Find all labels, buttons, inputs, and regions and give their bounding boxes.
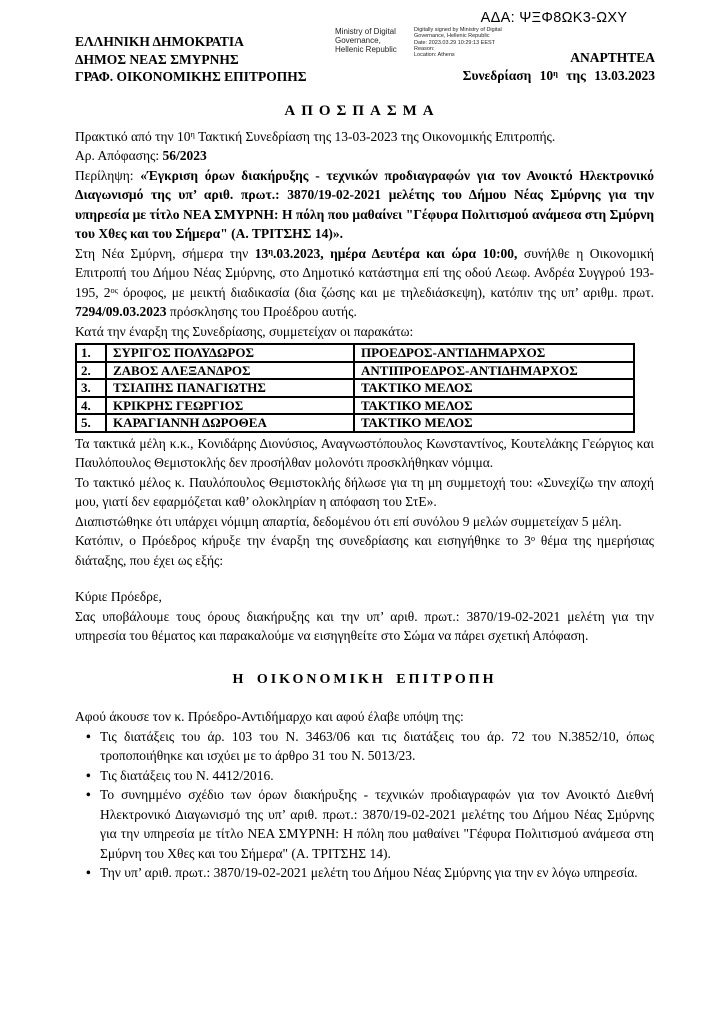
stamp-signed-by: Digitally signed by Ministry of Digital Governance, Hellenic Republic [414, 27, 502, 40]
committee-heading: Η ΟΙΚΟΝΟΜΙΚΗ ΕΠΙΤΡΟΠΗ [232, 671, 497, 687]
table-row [76, 379, 634, 397]
table-cell: ΚΑΡΑΓΙΑΝΝΗ ΔΩΡΟΘΕΑ [106, 414, 354, 432]
document-body [0, 127, 724, 883]
table-cell: 4. [76, 397, 106, 415]
paragraph-absent-members: Τα τακτικά μέλη κ.κ., Κονιδάρης Διονύσιος, Αναγνωστόπουλος Κωνσταντίνος, Κουτελάκης Γεώργιος και Παυλόπουλος Θεμιστοκλής δεν προσήλθαν μολονότι προσκλήθηκαν νόμιμα. [75, 435, 654, 470]
table-row [76, 344, 634, 362]
attendance-table [75, 343, 635, 433]
paragraph-quorum: Διαπιστώθηκε ότι υπάρχει νόμιμη απαρτία, δεδομένου ότι επί συνόλου 9 μελών συμμετείχαν 5 μέλη. [75, 513, 622, 529]
table-cell: 2. [76, 362, 106, 380]
paragraph-minutes: Πρακτικό από την $10^\eta$ Τακτική Συνεδρίαση της 13-03-2023 της Οικονομικής Επιτροπής. [75, 128, 556, 144]
table-cell: ΠΡΟΕΔΡΟΣ-ΑΝΤΙΔΗΜΑΡΧΟΣ [354, 344, 634, 362]
table-cell: 1. [76, 344, 106, 362]
list-item: • Το συνημμένο σχέδιο των όρων διακήρυξης - τεχνικών προδιαγραφών για τον Ανοικτό Διεθνή Ηλεκτρονικό Διαγωνισμό της υπ’ αριθ. πρωτ.: 3870/19-02-2021 μελέτης του Δήμου Νέας Σμύρνης για την υπηρεσία με τίτλο ΝΕΑ ΣΜΥΡΝΗ: Η πόλη που μαθαίνει "Γέφυρα Πολιτισμού ανάμεσα στη Σμύρνη του Χθες και του Σήμερα" (Α. ΤΡΙΤΣΗΣ 14). [75, 785, 654, 863]
issuing-authority [75, 33, 307, 86]
table-cell: ΑΝΤΙΠΡΟΕΔΡΟΣ-ΑΝΤΙΔΗΜΑΡΧΟΣ [354, 362, 634, 380]
table-row [76, 397, 634, 415]
stamp-location: Location: Athens [414, 52, 455, 59]
session-line: Συνεδρίαση $10^\eta$ της 13.03.2023 [462, 68, 655, 83]
paragraph-decision-number: Αρ. Απόφασης: 56/2023 [75, 148, 207, 163]
paragraph-submission: Σας υποβάλουμε τους όρους διακήρυξης και την υπ’ αριθ. πρωτ.: 3870/19-02-2021 μελέτη για την υπηρεσία του θέματος και παρακαλούμε να εισηγηθείτε στο Σώμα να πάρει σχετική Απόφαση. [75, 608, 654, 643]
table-cell: ΤΣΙΑΠΗΣ ΠΑΝΑΓΙΩΤΗΣ [106, 379, 354, 397]
list-item: • Τις διατάξεις του Ν. 4412/2016. [75, 766, 654, 786]
paragraph-salutation: Κύριε Πρόεδρε, [75, 589, 162, 604]
table-cell: ΣΥΡΙΓΟΣ ΠΟΛΥΔΩΡΟΣ [106, 344, 354, 362]
table-cell: ΚΡΙΚΡΗΣ ΓΕΩΡΓΙΟΣ [106, 397, 354, 415]
paragraph-member-statement: Το τακτικό μέλος κ. Παυλόπουλος Θεμιστοκλής δήλωσε για τη μη συμμετοχή του: «Συνεχίζω την αποχή μου, γιατί δεν εφαρμόζεται καθ’ ολοκληρίαν η απόφαση του ΣτΕ». [75, 474, 654, 509]
org-line-municipality: ΔΗΜΟΣ ΝΕΑΣ ΣΜΥΡΝΗΣ [75, 51, 239, 67]
table-cell: 5. [76, 414, 106, 432]
anartitea-label: ΑΝΑΡΤΗΤΕΑ [570, 50, 655, 65]
list-item: • Τις διατάξεις του άρ. 103 του Ν. 3463/06 και τις διατάξεις του άρ. 72 του Ν.3852/10, όπως τροποποιήθηκε και ισχύει με το άρθρο 31 του Ν. 5013/23. [75, 727, 654, 766]
stamp-reason: Reason: [414, 45, 435, 52]
document-title: ΑΠΟΣΠΑΣΜΑ [284, 103, 440, 119]
paragraph-session-details: Στη Νέα Σμύρνη, σήμερα την $13^\eta.03.2023$, ημέρα Δευτέρα και ώρα 10:00, συνήλθε η Οικονομική Επιτροπή του Δήμου Νέας Σμύρνης, στο Δημοτικό κατάστημα επί της οδού Λεωφ. Ανδρέα Συγγρού 193-195, $2^{o\varsigma}$ όροφος, με μεικτή διαδικασία (δια ζώσης και με τηλεδιάσκεψη), κατόπιν της υπ’ αριθμ. πρωτ. 7294/09.03.2023 πρόσκλησης του Προέδρου αυτής. [75, 245, 654, 319]
org-line-office: ΓΡΑΦ. ΟΙΚΟΝΟΜΙΚΗΣ ΕΠΙΤΡΟΠΗΣ [75, 69, 307, 84]
paragraph-attendance-intro: Κατά την έναρξη της Συνεδρίασης, συμμετείχαν οι παρακάτω: [75, 323, 414, 339]
list-item: • Την υπ’ αριθ. πρωτ.: 3870/19-02-2021 μελέτη του Δήμου Νέας Σμύρνης για την εν λόγω υπηρεσία. [75, 863, 654, 883]
document-header [0, 0, 724, 100]
table-cell: ΖΑΒΟΣ ΑΛΕΞΑΝΔΡΟΣ [106, 362, 354, 380]
paragraph-having-heard: Αφού άκουσε τον κ. Πρόεδρο-Αντιδήμαρχο και αφού έλαβε υπόψη της: [75, 709, 464, 724]
paragraph-agenda-item: Κατόπιν, ο Πρόεδρος κήρυξε την έναρξη της συνεδρίασης και εισηγήθηκε το $3^o$ θέμα της ημερήσιας διάταξης, που έχει ως εξής: [75, 533, 654, 568]
table-cell: ΤΑΚΤΙΚΟ ΜΕΛΟΣ [354, 379, 634, 397]
ada-code: ΑΔΑ: ΨΞΦ8ΩΚ3-ΩΧΥ [480, 10, 628, 26]
paragraph-summary: Περίληψη: «Έγκριση όρων διακήρυξης - τεχνικών προδιαγραφών για τον Ανοικτό Ηλεκτρονικό Διαγωνισμό της υπ’ αριθ. πρωτ.: 3870/19-02-2021 μελέτης του Δήμου Νέας Σμύρνης για την υπηρεσία με τίτλο ΝΕΑ ΣΜΥΡΝΗ: Η πόλη που μαθαίνει "Γέφυρα Πολιτισμού ανάμεσα στη Σμύρνη του Χθες και του Σήμερα" (Α. ΤΡΙΤΣΗΣ 14)». [75, 167, 654, 241]
stamp-authority: Ministry of Digital Governance, Hellenic Republic [335, 27, 397, 54]
table-cell: ΤΑΚΤΙΚΟ ΜΕΛΟΣ [354, 414, 634, 432]
table-row [76, 414, 634, 432]
legal-references-list [75, 727, 654, 883]
table-row [76, 362, 634, 380]
table-cell: ΤΑΚΤΙΚΟ ΜΕΛΟΣ [354, 397, 634, 415]
table-cell: 3. [76, 379, 106, 397]
header-right-block [463, 49, 655, 85]
stamp-date: Date: 2023.03.29 10:29:13 EEST [414, 39, 496, 46]
org-line-republic: ΕΛΛΗΝΙΚΗ ΔΗΜΟΚΡΑΤΙΑ [75, 34, 244, 49]
